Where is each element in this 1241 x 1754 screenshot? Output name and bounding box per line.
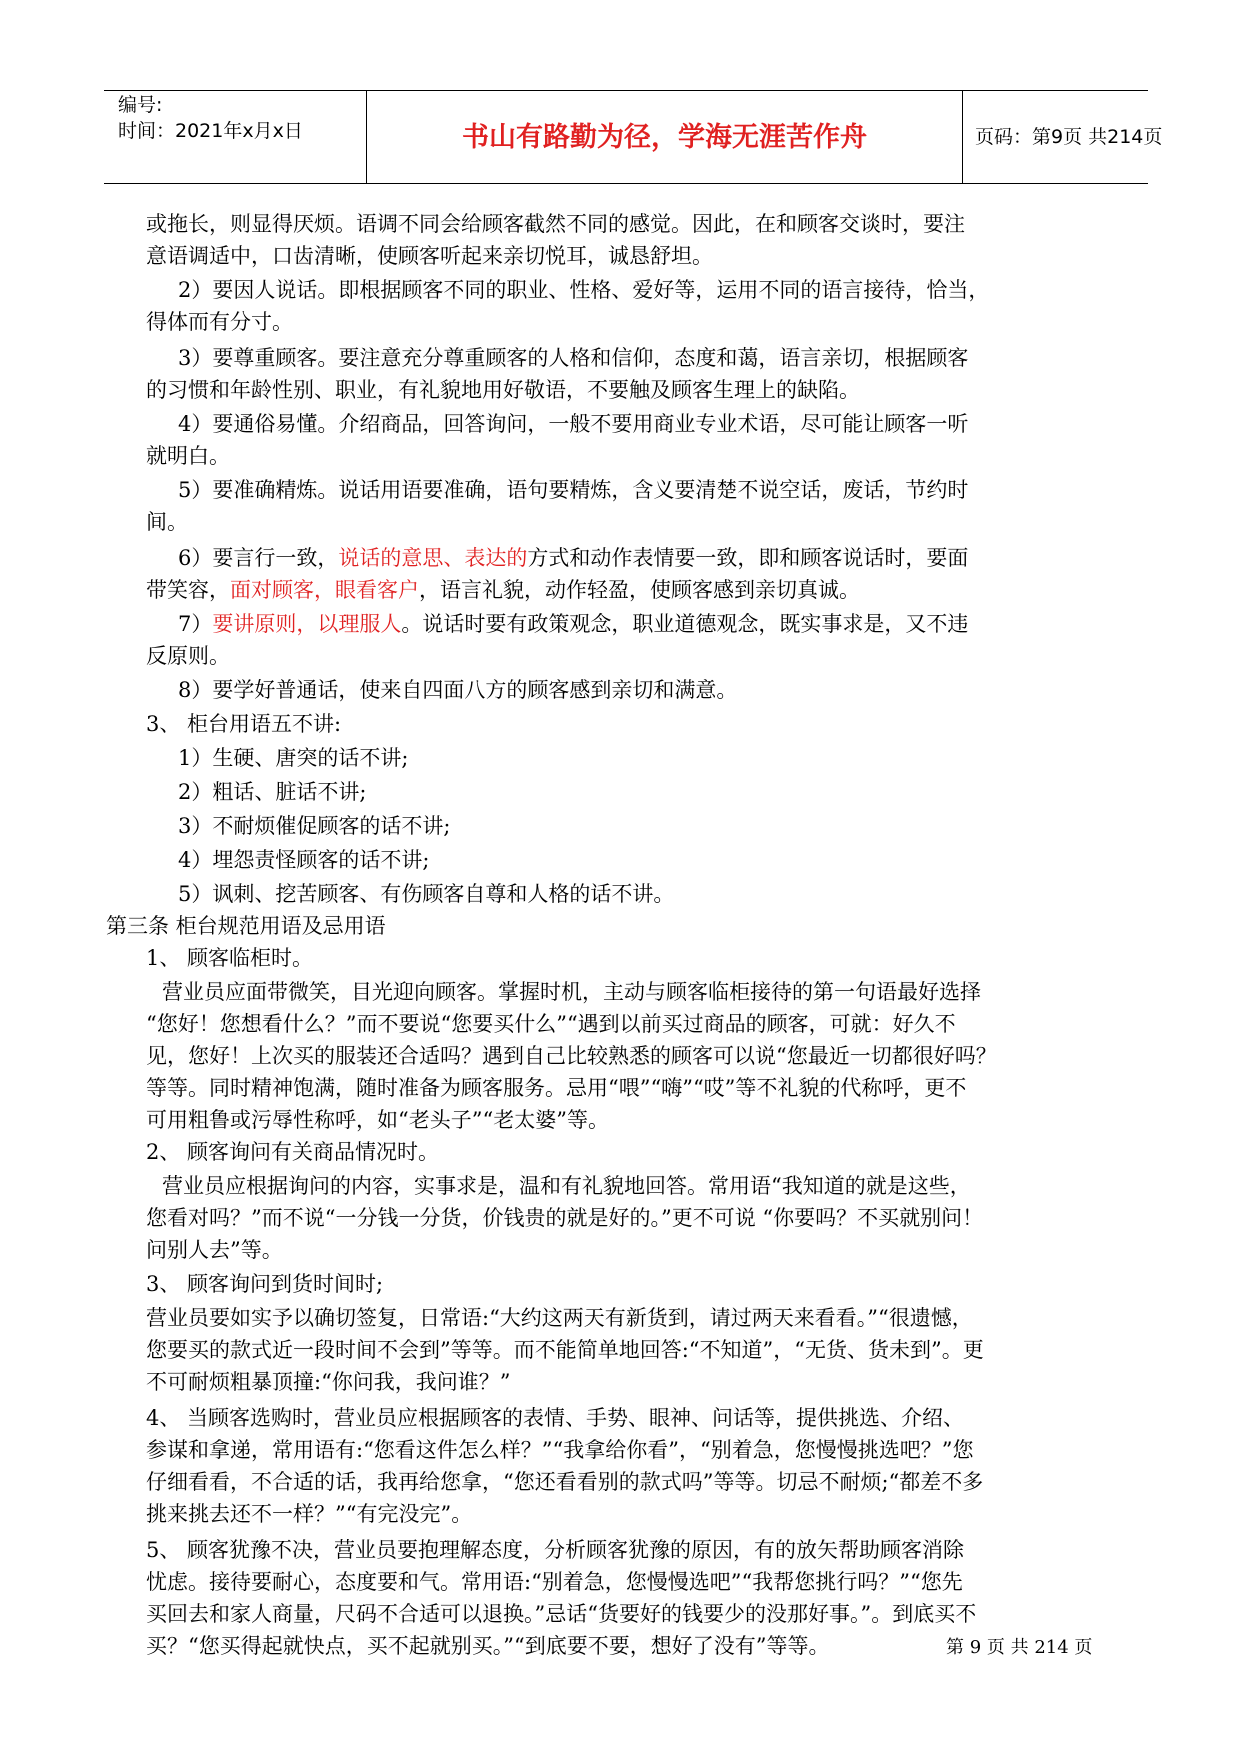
paragraph-line: 或拖长，则显得厌烦。语调不同会给顾客截然不同的感觉。因此，在和顾客交谈时，要注 bbox=[146, 212, 965, 236]
paragraph-line: 等等。同时精神饱满，随时准备为顾客服务。忌用“喂”“嗨”“哎”等不礼貌的代称呼，更不 bbox=[146, 1076, 967, 1100]
paragraph-line: 反原则。 bbox=[146, 644, 230, 668]
list-item: 1）生硬、唐突的话不讲; bbox=[178, 746, 409, 770]
page-code: 页码：第9页 共214页 bbox=[975, 126, 1163, 148]
paragraph-line: 见，您好！上次买的服装还合适吗？遇到自己比较熟悉的顾客可以说“您最近一切都很好吗？ bbox=[146, 1044, 997, 1068]
header-left-cell bbox=[104, 91, 367, 183]
paragraph-line: 8）要学好普通话，使来自四面八方的顾客感到亲切和满意。 bbox=[178, 678, 738, 702]
paragraph-line: 就明白。 bbox=[146, 444, 230, 468]
paragraph-line: 参谋和拿递，常用语有:“您看这件怎么样？”“我拿给你看”，“别着急，您慢慢挑选吧？”您 bbox=[146, 1438, 974, 1462]
paragraph-line: 营业员要如实予以确切签复，日常语:“大约这两天有新货到，请过两天来看看。”“很遗憾， bbox=[146, 1306, 973, 1330]
section-heading: 1、 顾客临柜时。 bbox=[146, 946, 314, 970]
paragraph-line: 得体而有分寸。 bbox=[146, 310, 293, 334]
paragraph-line bbox=[146, 576, 860, 604]
paragraph-line: 忧虑。接待要耐心，态度要和气。常用语:“别着急，您慢慢选吧”“我帮您挑行吗？”“您先 bbox=[146, 1570, 963, 1594]
highlighted-text: 说话的意思、表达的 bbox=[338, 546, 528, 570]
motto-text: 书山有路勤为径，学海无涯苦作舟 bbox=[462, 122, 867, 153]
article-heading: 第三条 柜台规范用语及忌用语 bbox=[106, 914, 386, 938]
section-heading: 3、 顾客询问到货时间时; bbox=[146, 1272, 384, 1296]
paragraph-line: 买？“您买得起就快点，买不起就别买。”“到底要不要，想好了没有”等等。 bbox=[146, 1634, 830, 1658]
serial-label: 编号: bbox=[118, 94, 163, 116]
text-run: 7） bbox=[178, 612, 213, 636]
paragraph-line: 的习惯和年龄性别、职业，有礼貌地用好敬语，不要触及顾客生理上的缺陷。 bbox=[146, 378, 860, 402]
paragraph-line: 营业员应根据询问的内容，实事求是，温和有礼貌地回答。常用语“我知道的就是这些， bbox=[162, 1174, 971, 1198]
paragraph-line: 5、 顾客犹豫不决，营业员要抱理解态度，分析顾客犹豫的原因，有的放矢帮助顾客消除 bbox=[146, 1538, 965, 1562]
paragraph-line: 您要买的款式近一段时间不会到”等等。而不能简单地回答:“不知道”，“无货、货未到”。更 bbox=[146, 1338, 984, 1362]
highlighted-text: 面对顾客，眼看客户 bbox=[230, 578, 419, 602]
page-footer: 第 9 页 共 214 页 bbox=[946, 1637, 1093, 1658]
list-item: 2）粗话、脏话不讲; bbox=[178, 780, 367, 804]
paragraph-line: 仔细看看，不合适的话，我再给您拿，“您还看看别的款式吗”等等。切忌不耐烦;“都差不多 bbox=[146, 1470, 984, 1494]
paragraph-line: 4、 当顾客选购时，营业员应根据顾客的表情、手势、眼神、问话等，提供挑选、介绍、 bbox=[146, 1406, 965, 1430]
paragraph-line: 不可耐烦粗暴顶撞:“你问我，我问谁？” bbox=[146, 1370, 511, 1394]
text-run: 6）要言行一致， bbox=[178, 546, 339, 570]
paragraph-line bbox=[178, 610, 968, 638]
highlighted-text: 要讲原则，以理服人 bbox=[212, 612, 402, 636]
list-item: 3）不耐烦催促顾客的话不讲; bbox=[178, 814, 451, 838]
paragraph-line: 3）要尊重顾客。要注意充分尊重顾客的人格和信仰，态度和蔼，语言亲切，根据顾客 bbox=[178, 346, 969, 370]
paragraph-line: 您看对吗？”而不说“一分钱一分货，价钱贵的就是好的。”更不可说 “你要吗？不买就别问！ bbox=[146, 1206, 984, 1230]
text-run: 带笑容， bbox=[146, 578, 230, 602]
header-middle-cell bbox=[367, 91, 963, 183]
text-run: 。说话时要有政策观念，职业道德观念，既实事求是，又不违 bbox=[401, 612, 969, 636]
paragraph-line: 问别人去”等。 bbox=[146, 1238, 283, 1262]
header-right-cell bbox=[963, 91, 1163, 183]
paragraph-line: 间。 bbox=[146, 510, 188, 534]
list-item: 5）讽刺、挖苦顾客、有伤顾客自尊和人格的话不讲。 bbox=[178, 882, 675, 906]
list-item: 4）埋怨责怪顾客的话不讲; bbox=[178, 848, 430, 872]
section-heading: 3、 柜台用语五不讲: bbox=[146, 712, 342, 736]
section-heading: 2、 顾客询问有关商品情况时。 bbox=[146, 1140, 440, 1164]
paragraph-line: 买回去和家人商量，尺码不合适可以退换。”忌话“货要好的钱要少的没那好事。”。到底买不 bbox=[146, 1602, 977, 1626]
paragraph-line: 5）要准确精炼。说话用语要准确，语句要精炼，含义要清楚不说空话，废话，节约时 bbox=[178, 478, 969, 502]
paragraph-line: “您好！您想看什么？”而不要说“您要买什么”“遇到以前买过商品的顾客，可就：好久不 bbox=[146, 1012, 956, 1036]
paragraph-line: 可用粗鲁或污辱性称呼，如“老头子”“老太婆”等。 bbox=[146, 1108, 609, 1132]
text-run: 方式和动作表情要一致，即和顾客说话时，要面 bbox=[527, 546, 969, 570]
paragraph-line: 4）要通俗易懂。介绍商品，回答询问，一般不要用商业专业术语，尽可能让顾客一听 bbox=[178, 412, 969, 436]
text-run: ，语言礼貌，动作轻盈，使顾客感到亲切真诚。 bbox=[419, 578, 860, 602]
paragraph-line: 2）要因人说话。即根据顾客不同的职业、性格、爱好等，运用不同的语言接待，恰当， bbox=[178, 278, 990, 302]
paragraph-line bbox=[178, 544, 968, 572]
paragraph-line: 营业员应面带微笑，目光迎向顾客。掌握时机，主动与顾客临柜接待的第一句语最好选择 bbox=[162, 980, 981, 1004]
time-label: 时间：2021年x月x日 bbox=[118, 120, 303, 142]
paragraph-line: 挑来挑去还不一样？”“有完没完”。 bbox=[146, 1502, 473, 1526]
page-header bbox=[104, 90, 1163, 184]
paragraph-line: 意语调适中，口齿清晰，使顾客听起来亲切悦耳，诚恳舒坦。 bbox=[146, 244, 713, 268]
